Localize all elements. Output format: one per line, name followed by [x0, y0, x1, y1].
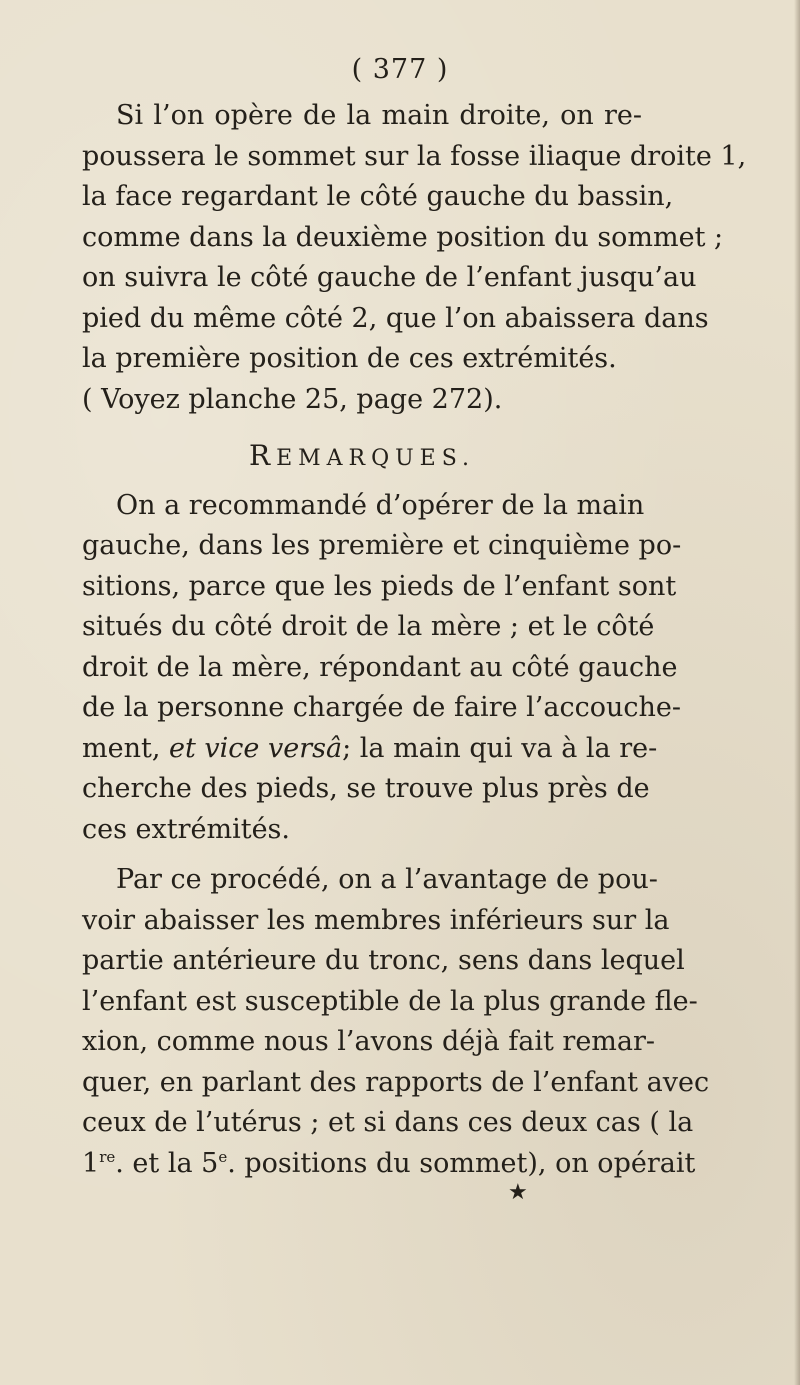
text-line: 1re. et la 5e. positions du sommet), on opérait — [82, 1147, 696, 1179]
text-line: poussera le sommet sur la fosse iliaque droite 1, — [82, 140, 747, 172]
text-line: la face regardant le côté gauche du bassin, — [82, 181, 674, 212]
text-line: Si l’on opère de la main droite, on re- — [116, 100, 642, 131]
text-line: ceux de l’utérus ; et si dans ces deux cas ( la — [82, 1107, 694, 1138]
page-number: ( 377 ) — [351, 54, 449, 85]
reference-line: ( Voyez planche 25, page 272). — [82, 383, 503, 415]
text-line: ces extrémités. — [82, 813, 290, 845]
text-line: droit de la mère, répondant au côté gauche — [82, 651, 678, 683]
text-line: cherche des pieds, se trouve plus près de — [82, 773, 650, 804]
text-line: On a recommandé d’opérer de la main — [116, 489, 645, 521]
section-heading: REMARQUES. — [248, 439, 476, 472]
text-line: comme dans la deuxième position du sommet ; — [82, 221, 724, 253]
text-line: pied du même côté 2, que l’on abaissera dans — [82, 302, 709, 334]
italic-phrase: et vice versâ — [169, 732, 343, 764]
text-line: on suivra le côté gauche de l’enfant jusqu’au — [82, 262, 697, 293]
signature-mark: ★ — [508, 1180, 528, 1205]
text-line: quer, en parlant des rapports de l’enfant avec — [82, 1066, 710, 1098]
text-line: partie antérieure du tronc, sens dans lequel — [82, 945, 685, 976]
text-line: situés du côté droit de la mère ; et le côté — [82, 611, 655, 642]
text-line: Par ce procédé, on a l’avantage de pou- — [116, 864, 658, 895]
text-line: xion, comme nous l’avons déjà fait remar- — [82, 1026, 656, 1057]
text-line: gauche, dans les première et cinquième po- — [82, 530, 682, 561]
text-line: voir abaisser les membres inférieurs sur la — [82, 904, 670, 936]
text-line: la première position de ces extrémités. — [82, 343, 617, 374]
text-line: l’enfant est susceptible de la plus grande fle- — [82, 985, 698, 1017]
text-line: ment, et vice versâ; la main qui va à la re- — [82, 732, 658, 764]
text-line: sitions, parce que les pieds de l’enfant sont — [82, 570, 677, 602]
text-line: de la personne chargée de faire l’accouche- — [82, 692, 681, 723]
body-text — [82, 96, 747, 1184]
